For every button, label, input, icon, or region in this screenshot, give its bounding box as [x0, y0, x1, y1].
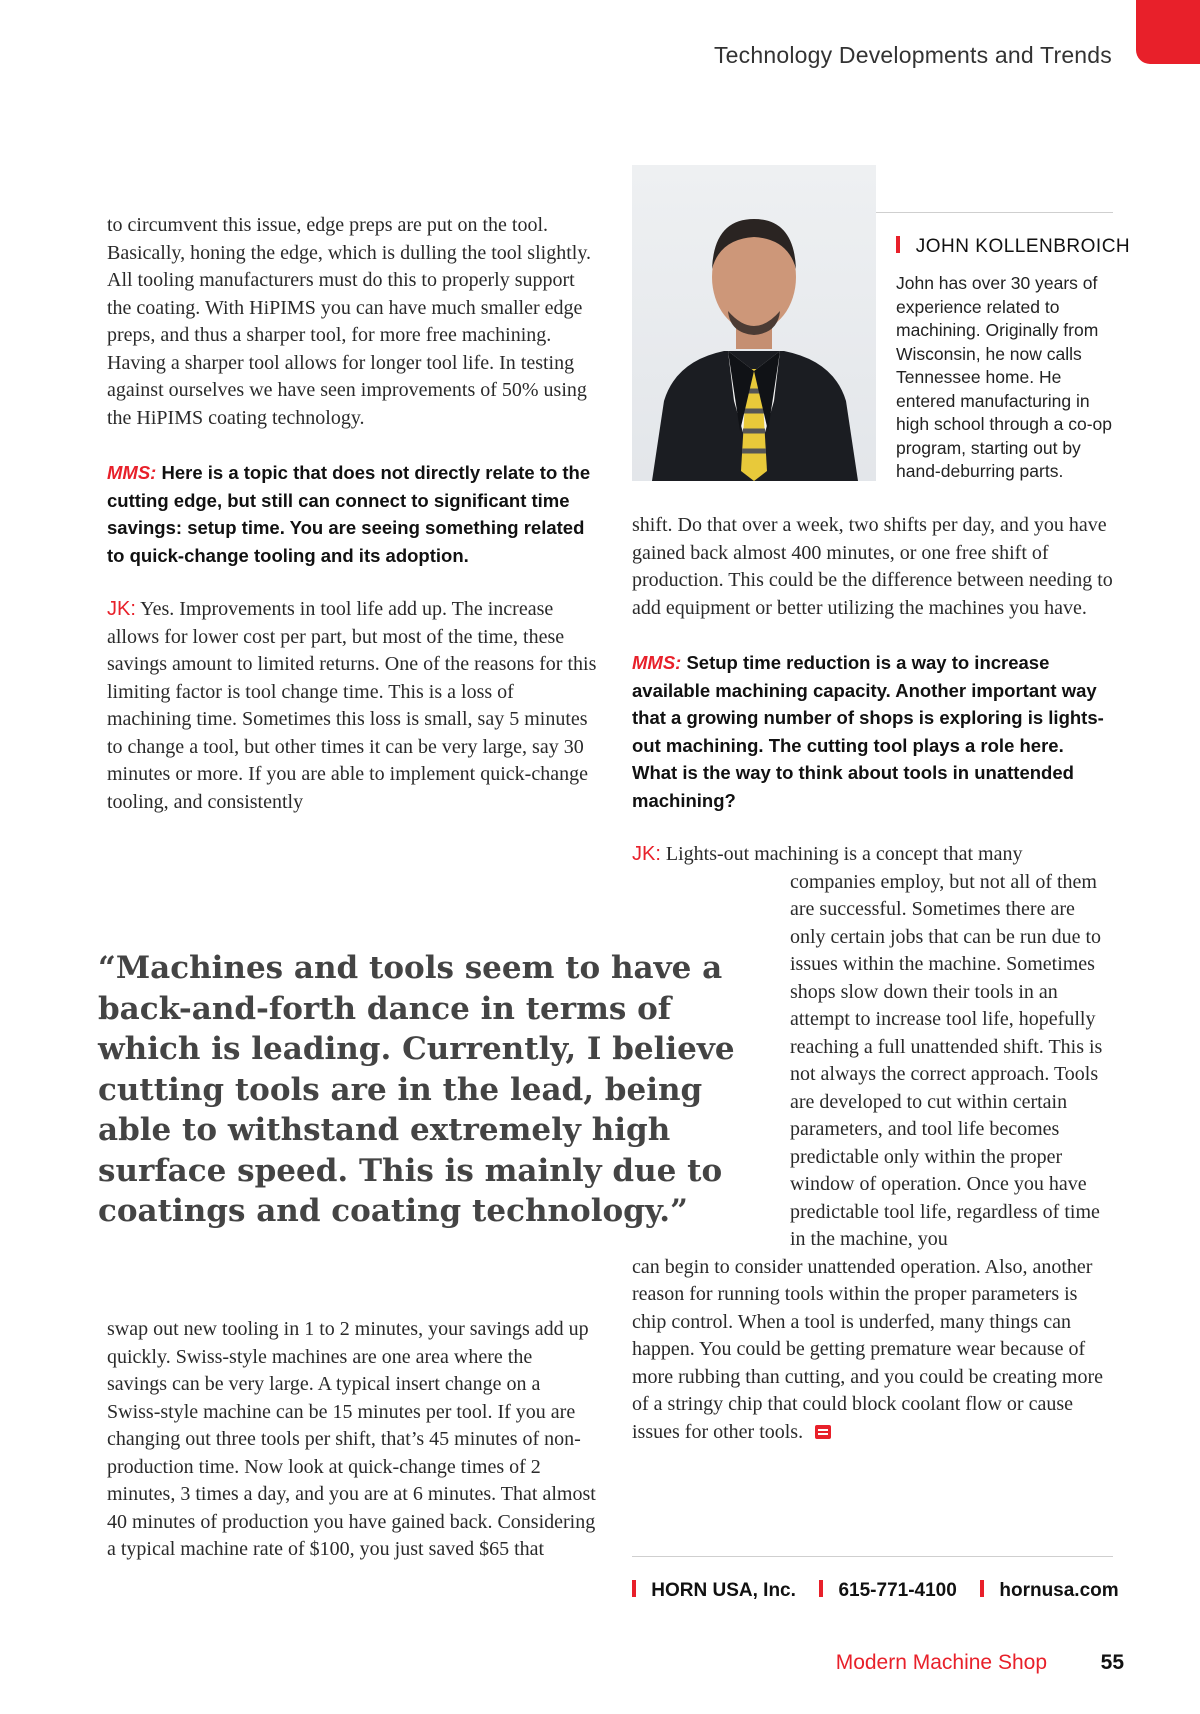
speaker-tag: JK: [107, 598, 136, 620]
left-column-bottom [107, 1316, 597, 1564]
speaker-tag: JK: [632, 843, 661, 865]
left-column-top [107, 212, 597, 816]
bio-text: John has over 30 years of experience related to machining. Originally from Wisconsin, he now calls Tennessee home. He entered manufacturing in high school through a co-op program, starting out by hand-deburring parts. [896, 273, 1112, 481]
accent-bar [632, 1580, 636, 1597]
answer-text-continued [632, 1254, 1114, 1447]
author-name: JOHN KOLLENBROICH [915, 236, 1131, 257]
accent-bar [819, 1580, 823, 1597]
speaker-tag: MMS: [107, 462, 157, 483]
answer-text: Lights-out machining is a concept that many [665, 843, 1023, 865]
paragraph: to circumvent this issue, edge preps are put on the tool. Basically, honing the edge, which is dulling the tool slightly. All tooling manufacturers must do this to properly support the coating. With HiPIMS you can have much smaller edge preps, and thus a sharper tool, for more free machining. Having a sharper tool allows for longer tool life. In testing against ourselves we have seen improvements of 50% using the HiPIMS coating technology. [107, 214, 592, 429]
speaker-tag: MMS: [632, 652, 682, 673]
portrait-illustration [632, 165, 876, 481]
company-name: HORN USA, Inc. [651, 1580, 796, 1601]
paragraph: swap out new tooling in 1 to 2 minutes, your savings add up quickly. Swiss-style machines are one area where the savings can be very large. A typical insert change on a Swiss-style machine can be 15 minutes per tool. If you are changing out three tools per shift, that’s 45 minutes of non-production time. Now look at quick-change times of 2 minutes, 3 times a day, and you are at 6 minutes. That almost 40 minutes of production you have gained back. Considering a typical machine rate of $100, you just saved $65 that [107, 1318, 596, 1560]
answer-text-indented: companies employ, but not all of them are successful. Sometimes there are only certain jobs that can be run due to issues within the machine. Sometimes shops slow down their tools in an attempt to increase tool life, hopefully reaching a full unattended shift. This is not always the correct approach. Tools are developed to cut within certain parameters, and tool life becomes predictable only within the proper window of operation. Once you have predictable tool life, regardless of time in the machine, you [790, 870, 1103, 1250]
page-number: 55 [1100, 1651, 1124, 1674]
end-of-article-icon [815, 1425, 831, 1439]
accent-bar [980, 1580, 984, 1597]
right-column [632, 512, 1114, 1446]
interview-answer-intro [632, 841, 1114, 869]
bio-divider [876, 212, 1113, 213]
magazine-name: Modern Machine Shop [835, 1651, 1047, 1674]
interview-question [107, 459, 597, 569]
interview-answer [107, 596, 597, 816]
accent-bar [896, 236, 900, 253]
bio-name [896, 236, 1130, 258]
phone-number: 615-771-4100 [838, 1580, 957, 1601]
section-title: Technology Developments and Trends [713, 42, 1112, 68]
answer-text: can begin to consider unattended operation. Also, another reason for running tools within the proper parameters is chip control. When a tool is underfed, many things can happen. You could be getting premature wear because of more rubbing than cutting, and you could be creating more of a stringy chip that could block coolant flow or cause issues for other tools. [632, 1255, 1103, 1443]
question-text: Here is a topic that does not directly relate to the cutting edge, but still can connect to significant time savings: setup time. You are seeing something related to quick-change tooling and its adoption. [107, 462, 591, 566]
section-tab [1136, 0, 1200, 64]
contact-strip [632, 1580, 1119, 1602]
paragraph: shift. Do that over a week, two shifts per day, and you have gained back almost 400 minutes, or one free shift of production. This could be the difference between needing to add equipment or better utilizing the machines you have. [632, 514, 1113, 619]
pull-quote: “Machines and tools seem to have a back-and-forth dance in terms of which is leading. Currently, I believe cutting tools are in the lead, being able to withstand extremely high surface speed. This is mainly due to coatings and coating technology.” [98, 950, 735, 1229]
author-photo [632, 165, 876, 481]
website-link[interactable]: hornusa.com [999, 1580, 1119, 1601]
interview-question [632, 649, 1114, 814]
answer-text: Yes. Improvements in tool life add up. The increase allows for lower cost per part, but most of the time, these savings amount to limited returns. One of the reasons for this limiting factor is tool change time. This is a loss of machining time. Sometimes this loss is small, say 5 minutes to change a tool, but other times it can be very large, say 30 minutes or more. If you are able to implement quick-change tooling, and consistently [107, 598, 597, 813]
question-text: Setup time reduction is a way to increase available machining capacity. Another important way that a growing number of shops is exploring is lights-out machining. The cutting tool plays a role here. What is the way to think about tools in unattended machining? [632, 652, 1104, 811]
contact-divider [632, 1556, 1113, 1557]
